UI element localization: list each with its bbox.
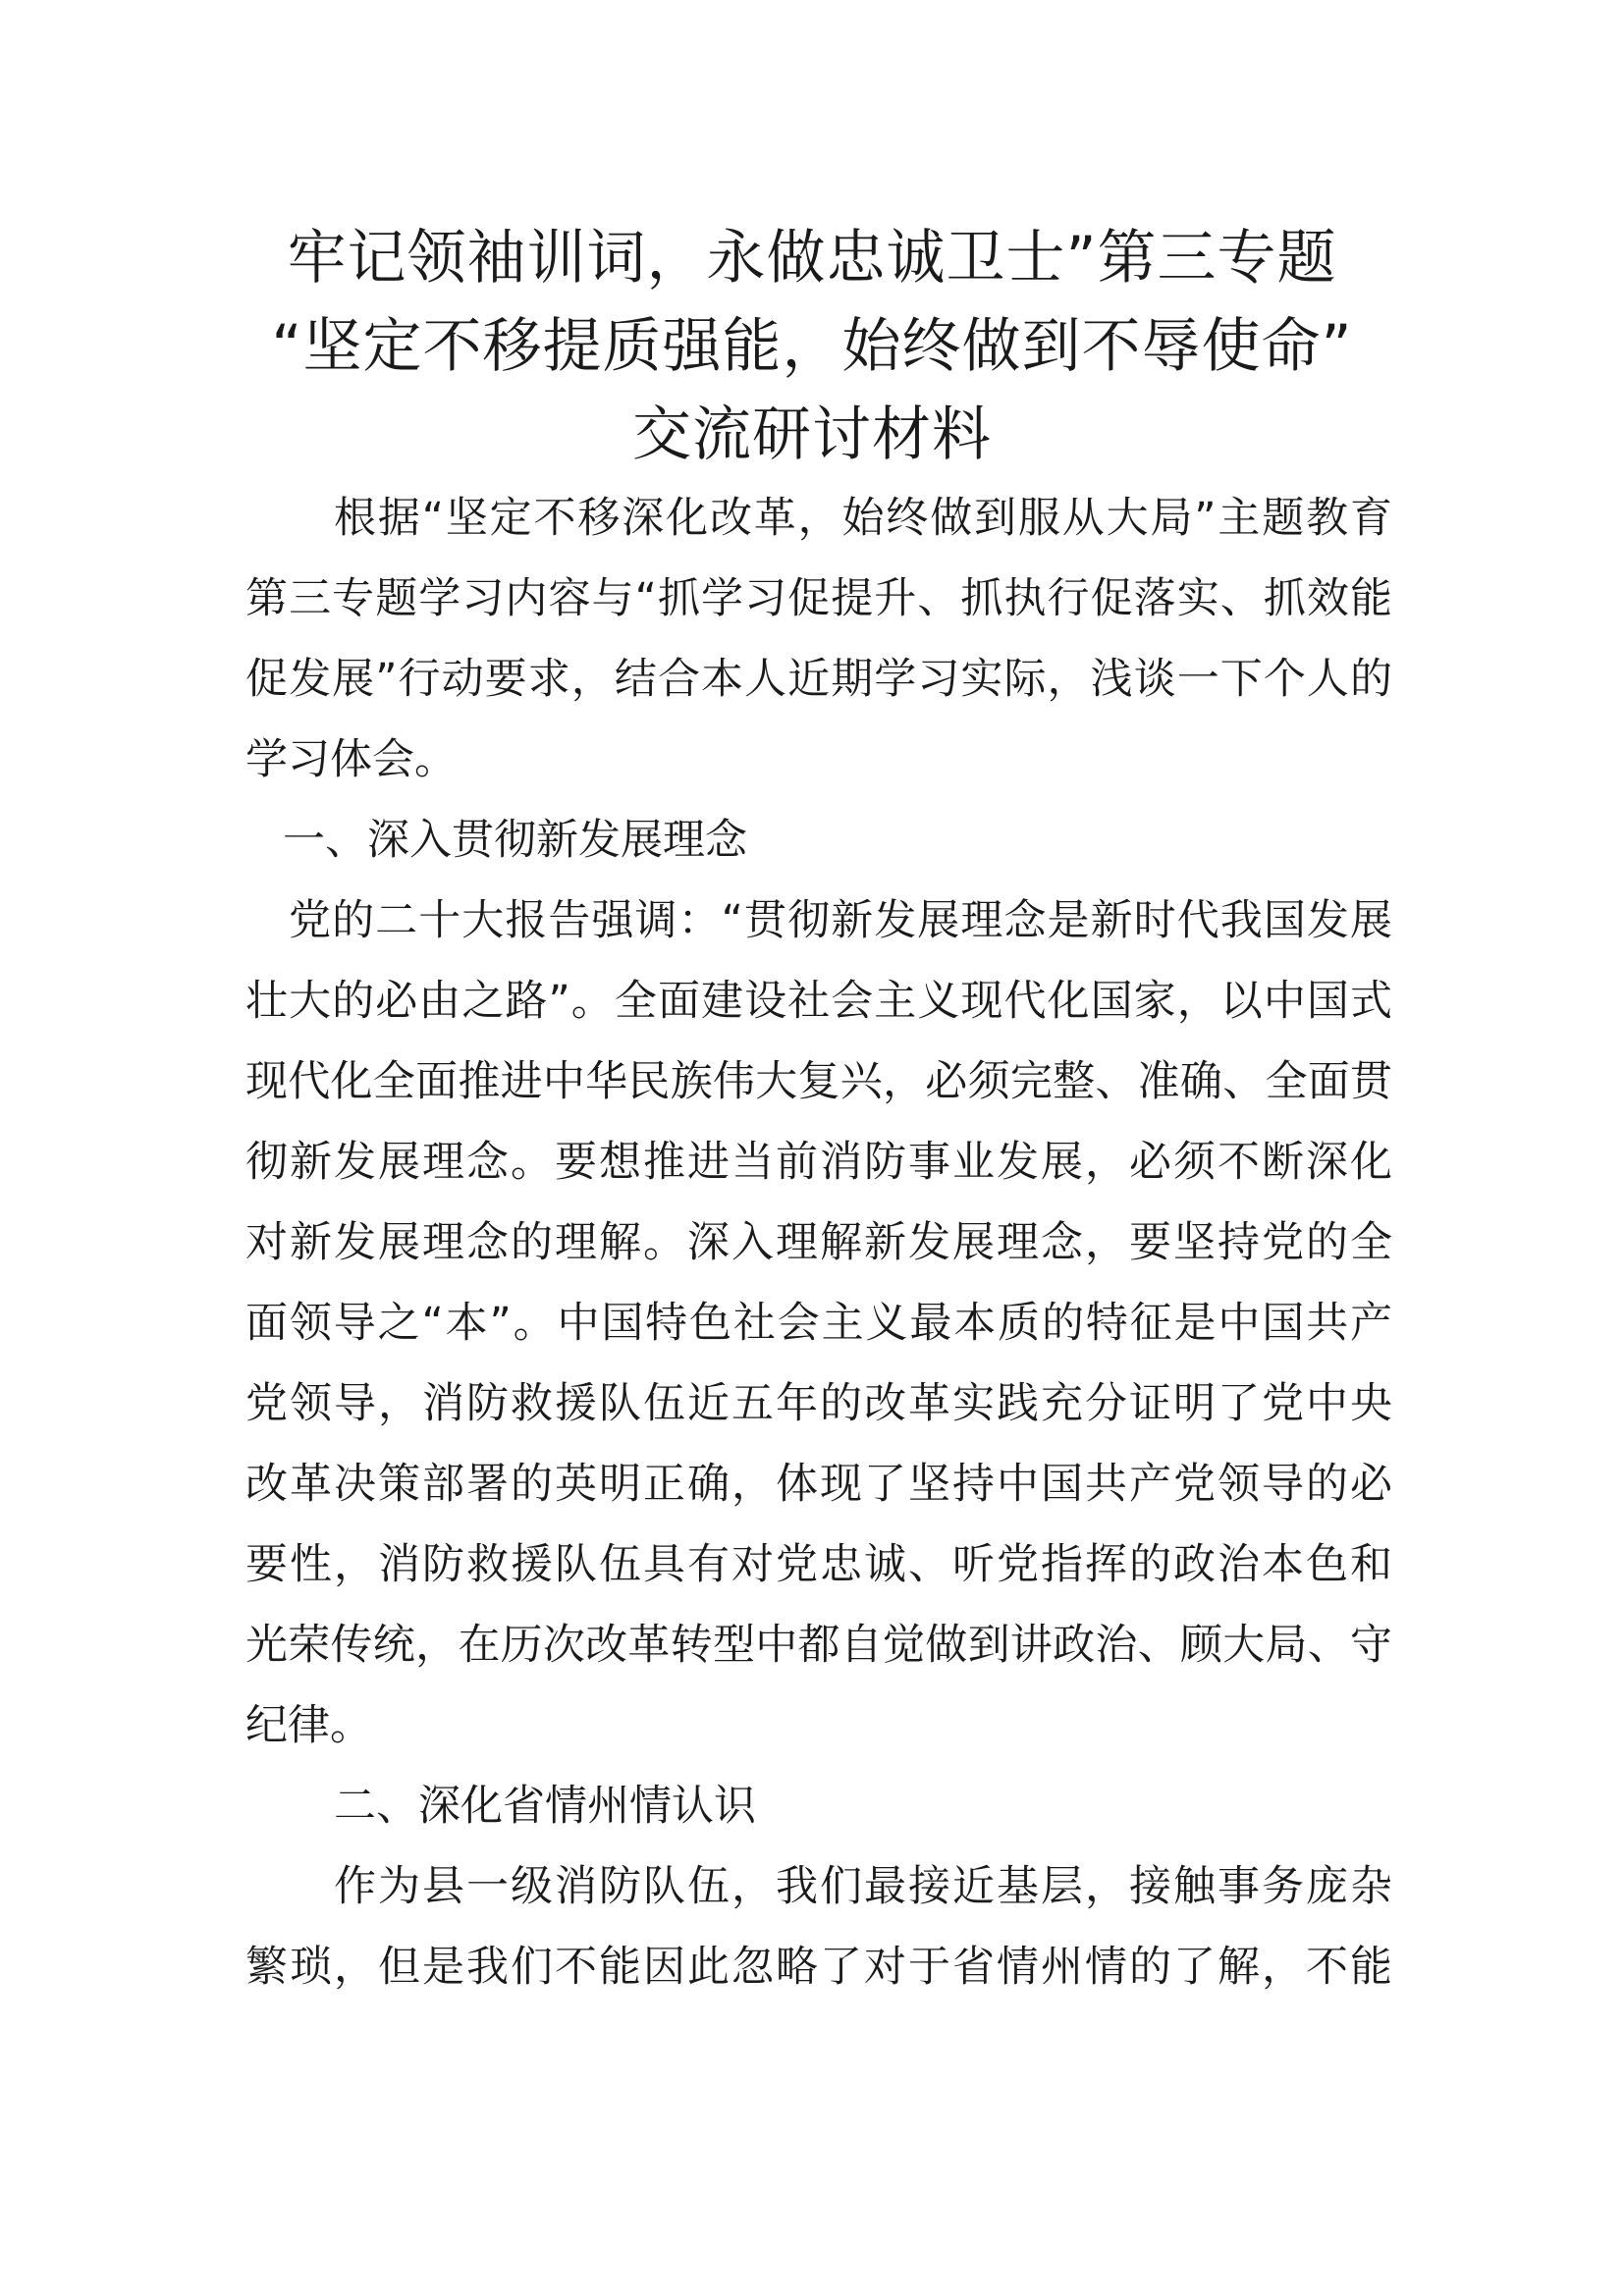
title-line-1: 牢记领袖训词，永做忠诚卫士”第三专题: [287, 224, 1337, 293]
document-body: [245, 478, 1392, 2007]
paragraph-line: 繁琐，但是我们不能因此忽略了对于省情州情的了解，不能: [245, 1943, 1392, 1992]
paragraph-line: 根据“坚定不移深化改革，始终做到服从大局”主题教育: [334, 494, 1392, 543]
section-heading-2: 二、深化省情州情认识: [334, 1782, 756, 1831]
paragraph-development-concept: [245, 881, 1392, 1766]
paragraph-line: 对新发展理念的理解。深入理解新发展理念，要坚持党的全: [245, 1218, 1392, 1267]
paragraph-line: 光荣传统，在历次改革转型中都自觉做到讲政治、顾大局、守: [245, 1621, 1392, 1670]
paragraph-line: 作为县一级消防队伍，我们最接近基层，接触事务庞杂: [334, 1862, 1392, 1911]
paragraph-line: 第三专题学习内容与“抓学习促提升、抓执行促落实、抓效能: [245, 574, 1392, 623]
title-line-2: “坚定不移提质强能，始终做到不辱使命”: [271, 312, 1353, 381]
document-title: [216, 214, 1408, 479]
paragraph-line: 纪律。: [245, 1701, 372, 1750]
paragraph-line: 改革决策部署的英明正确，体现了坚持中国共产党领导的必: [245, 1460, 1392, 1509]
paragraph-province-knowledge: [245, 1846, 1392, 2007]
title-line-3: 交流研讨材料: [632, 400, 992, 469]
paragraph-line: 要性，消防救援队伍具有对党忠诚、听党指挥的政治本色和: [245, 1540, 1392, 1589]
section-heading-1: 一、深入贯彻新发展理念: [283, 816, 747, 865]
paragraph-line: 促发展”行动要求，结合本人近期学习实际，浅谈一下个人的: [245, 655, 1392, 704]
paragraph-line: 彻新发展理念。要想推进当前消防事业发展，必须不断深化: [245, 1138, 1392, 1187]
paragraph-line: 党的二十大报告强调：“贯彻新发展理念是新时代我国发展: [289, 896, 1392, 945]
paragraph-line: 党领导，消防救援队伍近五年的改革实践充分证明了党中央: [245, 1379, 1392, 1428]
paragraph-line: 现代化全面推进中华民族伟大复兴，必须完整、准确、全面贯: [245, 1057, 1392, 1106]
paragraph-line: 面领导之“本”。中国特色社会主义最本质的特征是中国共产: [245, 1299, 1392, 1348]
paragraph-intro: [245, 478, 1392, 800]
paragraph-line: 壮大的必由之路”。全面建设社会主义现代化国家，以中国式: [245, 977, 1392, 1026]
paragraph-line: 学习体会。: [245, 735, 457, 784]
